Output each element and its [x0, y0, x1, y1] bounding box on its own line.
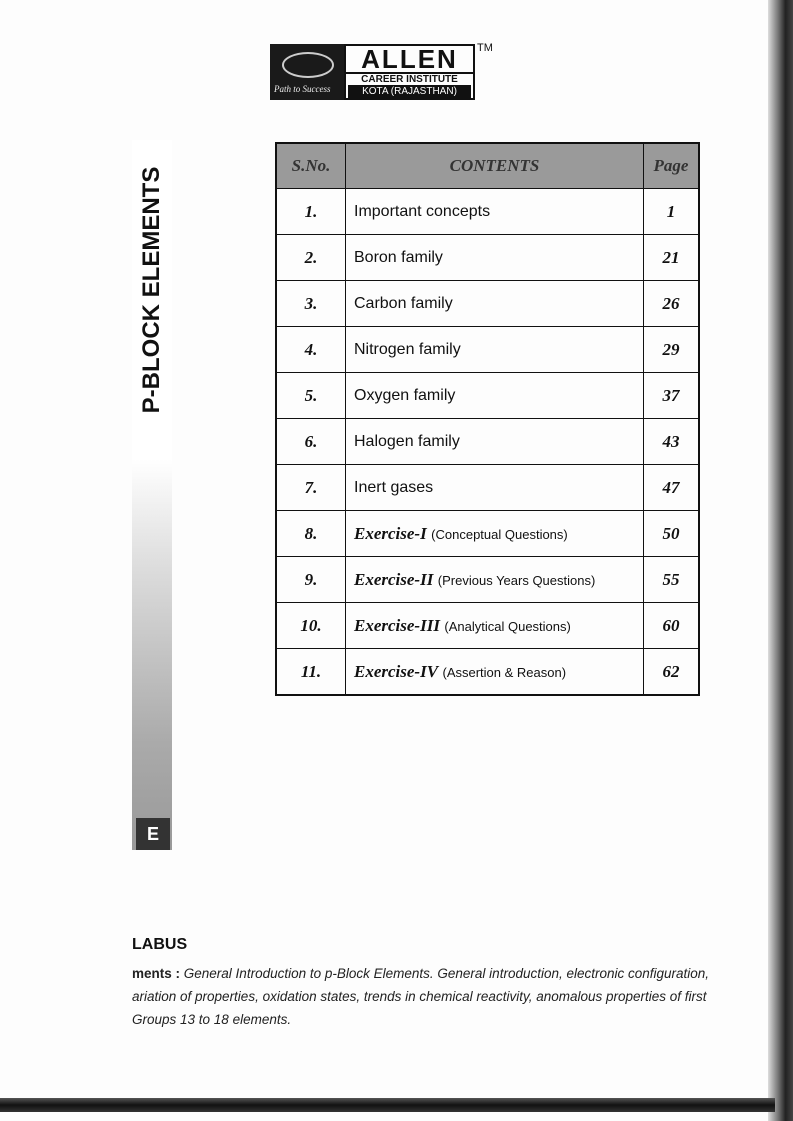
logo-location: KOTA (RAJASTHAN)	[348, 85, 471, 98]
row-title-cell	[346, 281, 644, 327]
syllabus-line: ariation of properties, oxidation states, trends in chemical reactivity, anomalous properties of first	[132, 989, 707, 1004]
table-row	[276, 281, 699, 327]
row-page: 21	[644, 235, 700, 281]
syllabus-line: General Introduction to p-Block Elements. General introduction, electronic configuration,	[183, 966, 710, 981]
header-page: Page	[644, 143, 700, 189]
row-title: Important concepts	[354, 202, 491, 220]
row-subtitle: (Conceptual Questions)	[431, 526, 568, 542]
table-row	[276, 649, 699, 696]
logo-brand: ALLEN	[361, 44, 458, 74]
row-title: Exercise-III	[354, 615, 440, 635]
logo-emblem	[270, 44, 344, 100]
row-title: Inert gases	[354, 478, 434, 496]
table-header	[276, 143, 699, 189]
row-title: Exercise-IV	[354, 661, 439, 681]
row-page: 50	[644, 511, 700, 557]
row-page: 1	[644, 189, 700, 235]
row-number: 10.	[276, 603, 346, 649]
trademark: TM	[477, 42, 493, 54]
row-title: Exercise-I	[354, 523, 427, 543]
row-number: 7.	[276, 465, 346, 511]
sidebar-marker: E	[136, 818, 170, 850]
row-title: Nitrogen family	[354, 340, 461, 358]
row-number: 2.	[276, 235, 346, 281]
row-title-cell	[346, 557, 644, 603]
row-subtitle: (Analytical Questions)	[444, 618, 571, 634]
table-row	[276, 419, 699, 465]
table-row	[276, 603, 699, 649]
row-title: Carbon family	[354, 294, 453, 312]
table-row	[276, 327, 699, 373]
row-title: Exercise-II	[354, 569, 434, 589]
table-row	[276, 235, 699, 281]
row-subtitle: (Assertion & Reason)	[442, 664, 567, 680]
logo-tagline: Path to Success	[274, 84, 331, 94]
row-page: 55	[644, 557, 700, 603]
row-page: 62	[644, 649, 700, 696]
row-number: 4.	[276, 327, 346, 373]
row-title: Halogen family	[354, 432, 460, 450]
row-page: 60	[644, 603, 700, 649]
syllabus-text	[132, 962, 712, 1031]
row-page: 37	[644, 373, 700, 419]
row-title-cell	[346, 419, 644, 465]
row-subtitle: (Previous Years Questions)	[437, 572, 596, 588]
row-title-cell	[346, 189, 644, 235]
row-title-cell	[346, 327, 644, 373]
syllabus-heading: LABUS	[132, 936, 188, 953]
row-number: 9.	[276, 557, 346, 603]
row-number: 3.	[276, 281, 346, 327]
header-sno: S.No.	[276, 143, 346, 189]
row-title: Boron family	[354, 248, 443, 266]
row-number: 1.	[276, 189, 346, 235]
row-number: 8.	[276, 511, 346, 557]
row-page: 43	[644, 419, 700, 465]
allen-logo	[270, 44, 475, 100]
row-title: Oxygen family	[354, 386, 456, 404]
table-row	[276, 465, 699, 511]
sidebar-title: P-BLOCK ELEMENTS	[138, 166, 165, 414]
row-number: 5.	[276, 373, 346, 419]
logo-text	[344, 44, 475, 100]
graduation-cap-icon	[282, 52, 334, 78]
row-title-cell	[346, 373, 644, 419]
row-page: 29	[644, 327, 700, 373]
scan-bottom-bar	[0, 1098, 775, 1112]
logo-institute: CAREER INSTITUTE	[346, 72, 473, 85]
row-title-cell	[346, 465, 644, 511]
syllabus-label: ments :	[132, 966, 181, 981]
row-page: 26	[644, 281, 700, 327]
syllabus-line: Groups 13 to 18 elements.	[132, 1012, 292, 1027]
table-row	[276, 557, 699, 603]
scan-edge	[768, 0, 793, 1121]
table-row	[276, 511, 699, 557]
row-number: 11.	[276, 649, 346, 696]
row-title-cell	[346, 511, 644, 557]
row-title-cell	[346, 649, 644, 696]
table-row	[276, 373, 699, 419]
row-page: 47	[644, 465, 700, 511]
table-row	[276, 189, 699, 235]
header-contents: CONTENTS	[346, 143, 644, 189]
row-title-cell	[346, 603, 644, 649]
contents-table	[275, 142, 700, 696]
row-number: 6.	[276, 419, 346, 465]
row-title-cell	[346, 235, 644, 281]
